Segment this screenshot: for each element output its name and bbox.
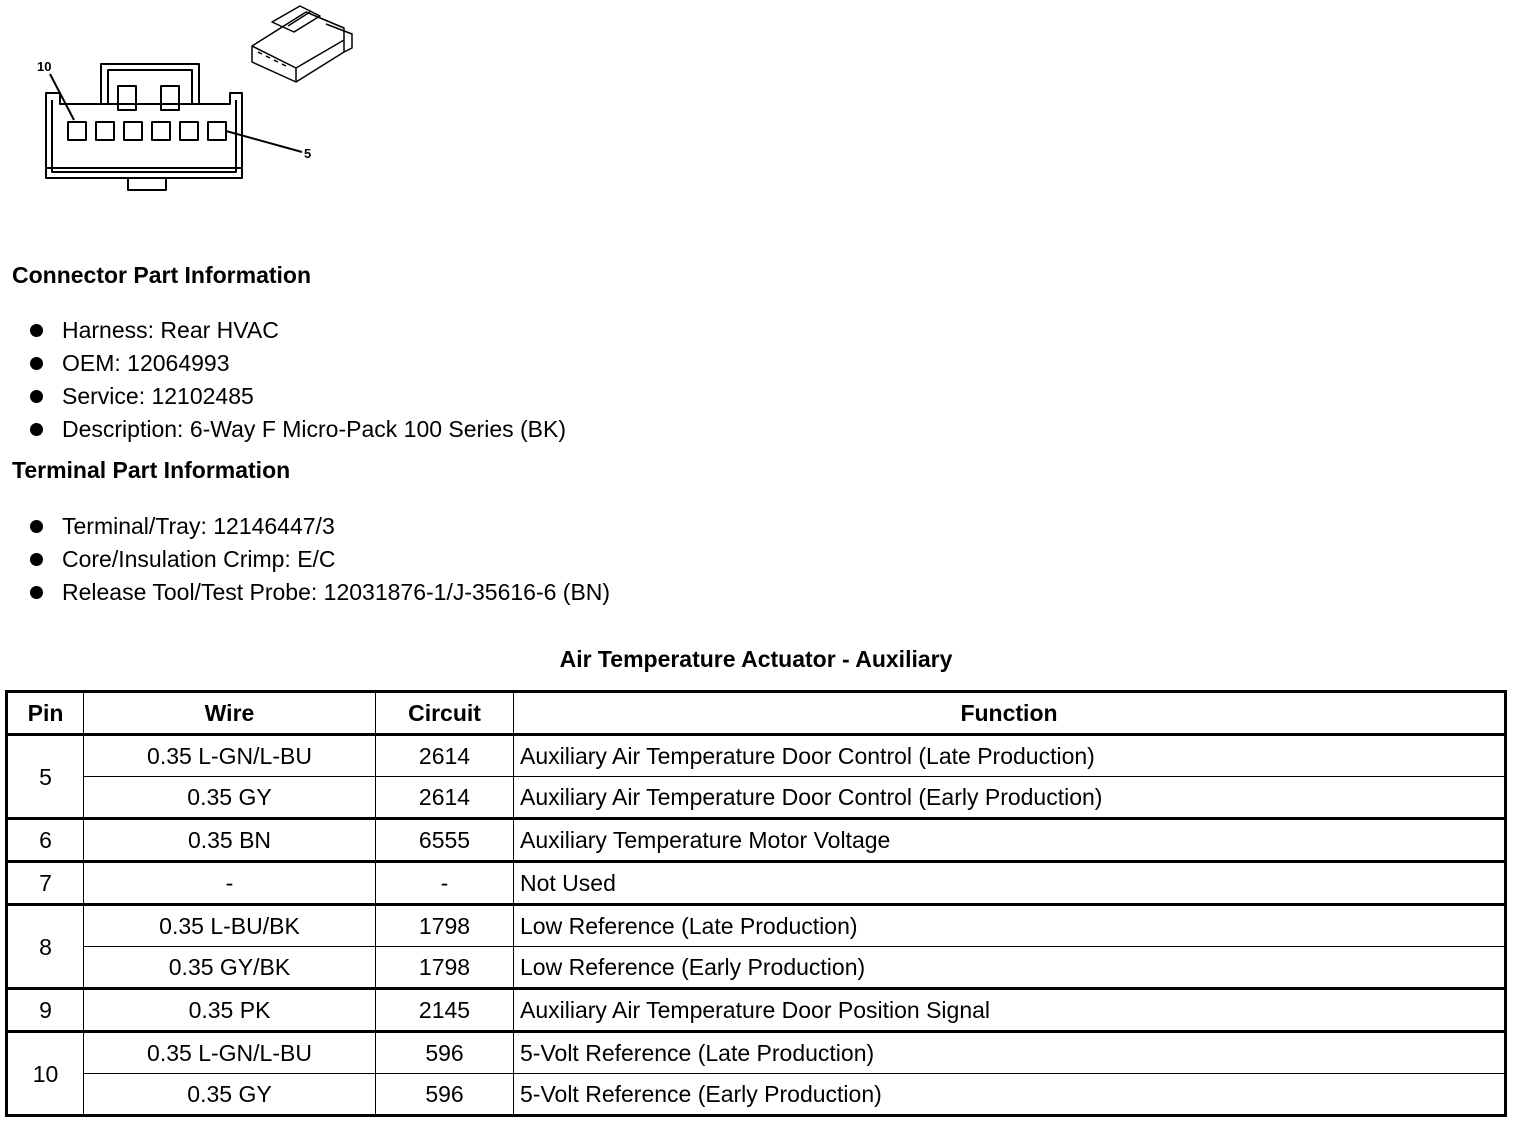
table-row [7, 862, 1506, 905]
bullet-icon [30, 520, 43, 533]
wire-cell: 0.35 GY [84, 1074, 376, 1116]
connector-iso-view [252, 6, 352, 82]
circuit-cell: 6555 [376, 819, 514, 862]
function-cell: Auxiliary Air Temperature Door Position Signal [514, 989, 1506, 1032]
circuit-cell: - [376, 862, 514, 905]
function-cell: Low Reference (Early Production) [514, 947, 1506, 989]
column-header-wire: Wire [84, 692, 376, 735]
pin-cell: 6 [7, 819, 84, 862]
wire-cell: 0.35 GY [84, 777, 376, 819]
function-cell: Auxiliary Temperature Motor Voltage [514, 819, 1506, 862]
list-item: Release Tool/Test Probe: 12031876-1/J-35616-6 (BN) [0, 576, 610, 609]
column-header-pin: Pin [7, 692, 84, 735]
connector-info-list [0, 314, 566, 446]
list-item: Service: 12102485 [0, 380, 566, 413]
circuit-cell: 2614 [376, 735, 514, 777]
wire-cell: 0.35 BN [84, 819, 376, 862]
circuit-cell: 596 [376, 1074, 514, 1116]
connector-info-heading: Connector Part Information [12, 262, 312, 288]
function-cell: Not Used [514, 862, 1506, 905]
pin-10-label: 10 [37, 59, 52, 74]
bullet-icon [30, 423, 43, 436]
wire-cell: 0.35 L-GN/L-BU [84, 1032, 376, 1074]
terminal-info-list [0, 510, 610, 609]
function-cell: 5-Volt Reference (Early Production) [514, 1074, 1506, 1116]
bullet-icon [30, 553, 43, 566]
function-cell: Auxiliary Air Temperature Door Control (Early Production) [514, 777, 1506, 819]
table-title: Air Temperature Actuator - Auxiliary [559, 646, 953, 672]
function-cell: 5-Volt Reference (Late Production) [514, 1032, 1506, 1074]
wire-cell: 0.35 L-BU/BK [84, 905, 376, 947]
list-item: OEM: 12064993 [0, 347, 566, 380]
pin-5-label: 5 [304, 146, 312, 161]
table-header-row [7, 692, 1506, 735]
list-item: Description: 6-Way F Micro-Pack 100 Series (BK) [0, 413, 566, 446]
bullet-icon [30, 586, 43, 599]
wire-cell: 0.35 L-GN/L-BU [84, 735, 376, 777]
pinout-table [5, 690, 1507, 1117]
wire-cell: 0.35 PK [84, 989, 376, 1032]
table-row [7, 989, 1506, 1032]
circuit-cell: 2145 [376, 989, 514, 1032]
table-row [7, 819, 1506, 862]
list-item: Harness: Rear HVAC [0, 314, 566, 347]
circuit-cell: 596 [376, 1032, 514, 1074]
column-header-circuit: Circuit [376, 692, 514, 735]
bullet-icon [30, 357, 43, 370]
table-row [7, 947, 1506, 989]
pin-cell: 8 [7, 905, 84, 989]
table-row [7, 1032, 1506, 1074]
function-cell: Auxiliary Air Temperature Door Control (Late Production) [514, 735, 1506, 777]
table-row [7, 1074, 1506, 1116]
circuit-cell: 2614 [376, 777, 514, 819]
table-row [7, 777, 1506, 819]
pin-cell: 10 [7, 1032, 84, 1116]
circuit-cell: 1798 [376, 905, 514, 947]
wire-cell: 0.35 GY/BK [84, 947, 376, 989]
wire-cell: - [84, 862, 376, 905]
function-cell: Low Reference (Late Production) [514, 905, 1506, 947]
pin-cell: 5 [7, 735, 84, 819]
connector-diagram [0, 0, 380, 205]
pin-cell: 9 [7, 989, 84, 1032]
bullet-icon [30, 390, 43, 403]
list-item: Terminal/Tray: 12146447/3 [0, 510, 610, 543]
table-row [7, 735, 1506, 777]
column-header-function: Function [514, 692, 1506, 735]
bullet-icon [30, 324, 43, 337]
circuit-cell: 1798 [376, 947, 514, 989]
terminal-info-heading: Terminal Part Information [12, 457, 291, 483]
pin-cell: 7 [7, 862, 84, 905]
list-item: Core/Insulation Crimp: E/C [0, 543, 610, 576]
table-row [7, 905, 1506, 947]
